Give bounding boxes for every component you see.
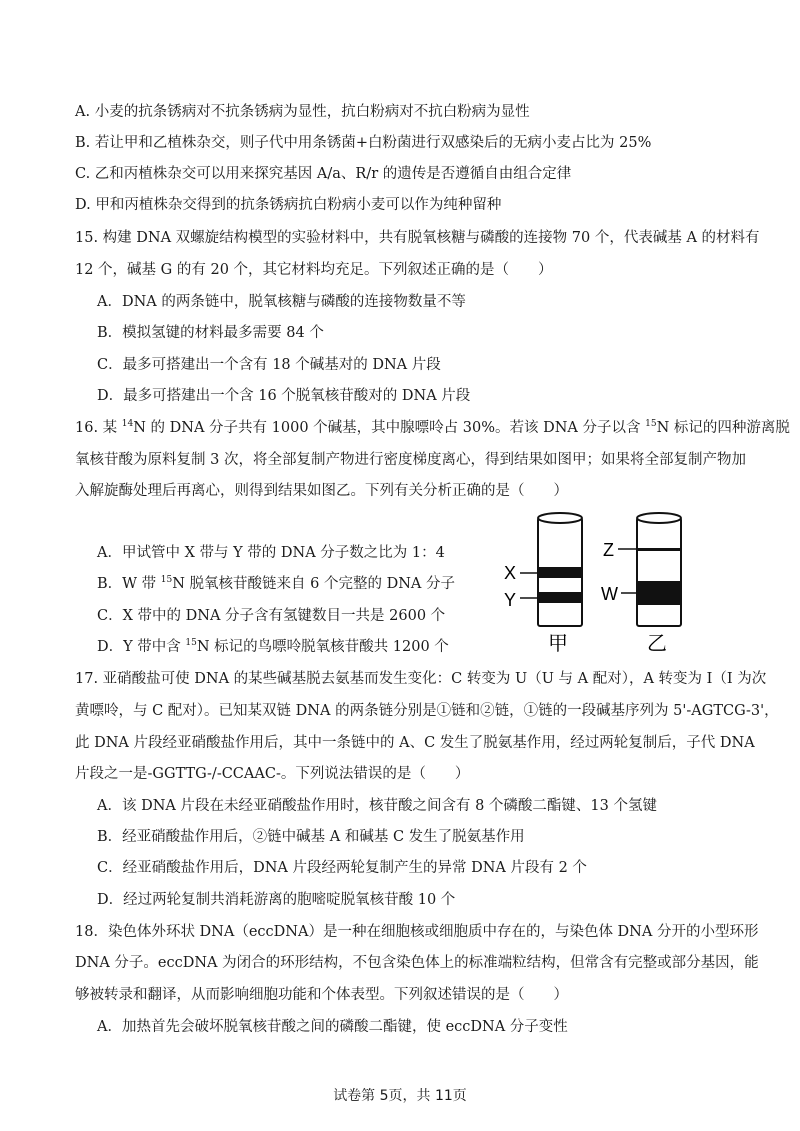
band-x	[538, 567, 582, 578]
band-w	[637, 581, 681, 605]
centrifuge-tubes-figure	[500, 508, 715, 658]
q15-option-d: D．最多可搭建出一个含 16 个脱氧核苷酸对的 DNA 片段	[97, 388, 471, 404]
q14-option-a: A. 小麦的抗条锈病对不抗条锈病为显性，抗白粉病对不抗白粉病为显性	[75, 104, 530, 120]
q16-option-a: A．甲试管中 X 带与 Y 带的 DNA 分子数之比为 1：4	[97, 545, 445, 561]
q14-option-d: D. 甲和丙植株杂交得到的抗条锈病抗白粉病小麦可以作为纯种留种	[75, 197, 502, 213]
q16-stem-text: N 的 DNA 分子共有 1000 个碱基，其中腺嘌呤占 30%。若该 DNA 分子以含	[133, 420, 646, 436]
caption-yi: 乙	[647, 631, 667, 655]
q15-stem-line2: 12 个，碱基 G 的有 20 个，其它材料均充足。下列叙述正确的是（ ）	[75, 262, 553, 278]
q16-option-d-text: D．Y 带中含	[97, 639, 186, 655]
q17-option-d: D．经过两轮复制共消耗游离的胞嘧啶脱氧核苷酸 10 个	[97, 892, 456, 908]
band-y	[538, 592, 582, 603]
q17-stem-line1: 17. 亚硝酸盐可使 DNA 的某些碱基脱去氨基而发生变化：C 转变为 U（U 与 A 配对），A 转变为 I（I 为次	[75, 671, 767, 687]
q16-option-b-sup: 15	[160, 575, 173, 586]
q18-stem-line1: 18．染色体外环状 DNA（eccDNA）是一种在细胞核或细胞质中存在的，与染色体 DNA 分开的小型环形	[75, 924, 759, 940]
q14-option-c: C. 乙和丙植株杂交可以用来探究基因 A/a、R/r 的遗传是否遵循自由组合定律	[75, 166, 572, 182]
page-footer: 试卷第 5页，共 11页	[333, 1088, 467, 1104]
q16-option-d	[97, 637, 449, 657]
q16-option-b-text: N 脱氧核苷酸链来自 6 个完整的 DNA 分子	[172, 576, 455, 592]
q16-option-b-text: B．W 带	[97, 576, 161, 592]
label-z: Z	[603, 540, 614, 560]
label-x: X	[504, 563, 517, 583]
label-y: Y	[504, 590, 517, 610]
q16-option-b	[97, 574, 455, 594]
q17-stem-line2: 黄嘌呤，与 C 配对）。已知某双链 DNA 的两条链分别是①链和②链，①链的一段碱基序列为 5'-AGTCG-3'，	[75, 703, 779, 719]
q16-option-d-text: N 标记的鸟嘌呤脱氧核苷酸共 1200 个	[196, 639, 449, 655]
q17-stem-line3: 此 DNA 片段经亚硝酸盐作用后，其中一条链中的 A、C 发生了脱氨基作用，经过两轮复制后，子代 DNA	[75, 735, 755, 751]
q18-stem-line2: DNA 分子。eccDNA 为闭合的环形结构，不包含染色体上的标准端粒结构，但常含有完整或部分基因，能	[75, 955, 759, 971]
q17-option-c: C．经亚硝酸盐作用后，DNA 片段经两轮复制产生的异常 DNA 片段有 2 个	[97, 860, 587, 876]
q16-sup-14: 14	[121, 419, 134, 430]
q18-option-a: A．加热首先会破坏脱氧核苷酸之间的磷酸二酯键，使 eccDNA 分子变性	[97, 1019, 568, 1035]
q15-option-a: A．DNA 的两条链中，脱氧核糖与磷酸的连接物数量不等	[97, 294, 466, 310]
q17-option-a: A．该 DNA 片段在未经亚硝酸盐作用时，核苷酸之间含有 8 个磷酸二酯键、13 个氢键	[97, 798, 657, 814]
q16-stem-text: N 标记的四种游离脱	[656, 420, 790, 436]
caption-jia: 甲	[548, 631, 568, 655]
tube-jia	[538, 513, 582, 626]
q15-option-b: B．模拟氢键的材料最多需要 84 个	[97, 325, 324, 341]
q17-stem-line4: 片段之一是-GGTTG-/-CCAAC-。下列说法错误的是（ ）	[75, 766, 470, 782]
q14-option-b: B. 若让甲和乙植株杂交，则子代中用条锈菌+白粉菌进行双感染后的无病小麦占比为 25%	[75, 135, 652, 151]
q16-option-d-sup: 15	[185, 638, 197, 649]
tube-yi	[637, 513, 681, 626]
q16-stem-line1	[75, 418, 790, 438]
q15-option-c: C．最多可搭建出一个含有 18 个碱基对的 DNA 片段	[97, 357, 441, 373]
q16-stem-line2: 氧核苷酸为原料复制 3 次，将全部复制产物进行密度梯度离心，得到结果如图甲；如果将全部复制产物加	[75, 452, 746, 468]
label-w: W	[601, 584, 618, 604]
q16-stem-line3: 入解旋酶处理后再离心，则得到结果如图乙。下列有关分析正确的是（ ）	[75, 483, 568, 499]
q16-option-c: C．X 带中的 DNA 分子含有氢键数目一共是 2600 个	[97, 608, 446, 624]
q16-stem-text: 16. 某	[75, 420, 122, 436]
band-z	[637, 548, 681, 551]
q17-option-b: B．经亚硝酸盐作用后，②链中碱基 A 和碱基 C 发生了脱氨基作用	[97, 829, 525, 845]
q15-stem-line1: 15. 构建 DNA 双螺旋结构模型的实验材料中，共有脱氧核糖与磷酸的连接物 70 个，代表碱基 A 的材料有	[75, 230, 760, 246]
q16-sup-15: 15	[645, 419, 657, 430]
q18-stem-line3: 够被转录和翻译，从而影响细胞功能和个体表型。下列叙述错误的是（ ）	[75, 987, 568, 1003]
